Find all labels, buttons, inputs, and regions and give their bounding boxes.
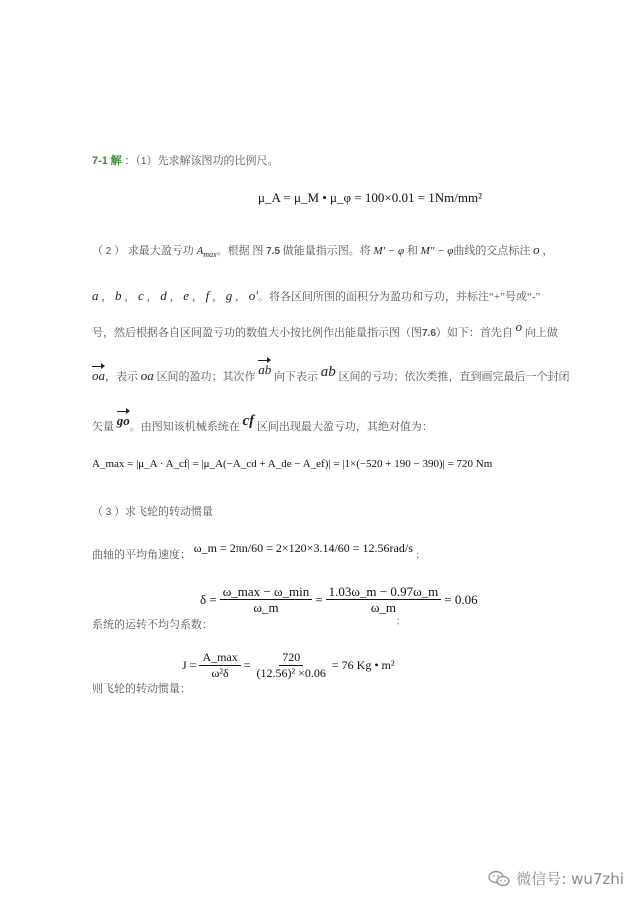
fraction: [199, 650, 240, 681]
solution-label: 解: [110, 155, 122, 167]
result: = 0.06: [444, 591, 478, 607]
text: 求最大盈亏功: [127, 245, 194, 257]
avg-speed-line: [92, 541, 425, 562]
point-label: e: [183, 288, 190, 303]
point-label: b: [115, 288, 122, 303]
punct: ：（: [124, 155, 141, 167]
symbol-cf: cf: [242, 413, 255, 429]
inertia-label: [92, 680, 191, 696]
punct: [396, 614, 405, 627]
vector-oa: oa: [92, 368, 105, 383]
avg-speed-formula: ω_m = 2πn/60 = 2×120×3.14/60 = 12.56rad/s: [193, 541, 413, 555]
lhs: δ =: [200, 591, 217, 607]
problem-number: 7-1: [92, 155, 108, 167]
fraction: [254, 650, 329, 681]
text: 。根据: [216, 245, 250, 257]
delta-label: [92, 616, 213, 632]
label: 则飞轮的转动惯量：: [92, 683, 191, 695]
text: 矢量: [92, 421, 114, 433]
section-heading-2: [92, 242, 553, 259]
denominator: ω_m: [253, 600, 279, 615]
part-text: ）先求解该图功的比例尺。: [146, 155, 279, 167]
symbol-M2: M″ − φ: [420, 245, 454, 257]
text: 向上做: [524, 327, 558, 339]
symbol-A: A: [196, 245, 204, 257]
punct: ，: [542, 245, 554, 257]
denominator: ω_m: [370, 600, 397, 615]
text: 曲线的交点标注: [453, 245, 531, 257]
formula-text: μ_A = μ_M • μ_φ = 100×0.01 = 1Nm/mm²: [258, 190, 483, 205]
numerator: 720: [279, 650, 303, 666]
text: 。由图知该机械系统在: [129, 421, 240, 433]
numerator: ω_max − ω_min: [220, 584, 313, 600]
text: 向下表示: [274, 371, 318, 383]
wechat-watermark: [488, 868, 624, 889]
inertia-formula: [182, 650, 394, 681]
point-label: a: [92, 288, 99, 303]
paragraph-line: [92, 413, 433, 435]
paragraph-line: [92, 362, 570, 385]
symbol-o: o: [515, 319, 523, 334]
equals: =: [243, 658, 251, 672]
figure-ref: 7.6: [422, 328, 436, 339]
numerator: 1.03ω_m − 0.97ω_m: [326, 584, 442, 600]
part-text: ）求飞轮的转动惯量: [114, 506, 214, 518]
text: 做能量指示图。将: [282, 245, 371, 257]
symbol-o: o: [533, 242, 540, 257]
punct: ；: [396, 616, 406, 626]
denominator: (12.56)² ×0.06: [256, 666, 326, 680]
numerator: A_max: [199, 650, 240, 666]
point-label: c: [138, 288, 144, 303]
lhs: J =: [182, 658, 197, 672]
punct: （: [92, 245, 103, 257]
label: 系统的运转不均匀系数：: [92, 619, 213, 631]
watermark-text: 微信号: wu7zhi: [516, 870, 624, 888]
vector-go: go: [116, 413, 130, 428]
max-energy-formula: [92, 458, 492, 470]
symbol-ab: ab: [320, 364, 336, 380]
text: 和: [406, 245, 418, 257]
result: = 76 Kg • m²: [331, 658, 395, 672]
formula-text: A_max = |μ_A · A_cf| = |μ_A(−A_cd + A_de − A_ef)| = |1×(−520 + 190 − 390)| = 720 Nm: [92, 458, 493, 470]
symbol-M1: M′ − φ: [373, 245, 405, 257]
part-number: 3: [105, 507, 112, 518]
punct: ；: [415, 550, 425, 560]
text: 图: [252, 245, 264, 257]
figure-ref: 7.5: [266, 246, 281, 257]
part-number: 2: [105, 246, 112, 257]
denominator: ω²δ: [211, 666, 229, 680]
text: 区间的亏功；依次类推，直到画完最后一个封闭: [338, 371, 570, 383]
section-heading-3: [92, 503, 213, 519]
vector-ab: ab: [258, 362, 272, 377]
text: ）如下：首先自: [435, 327, 513, 339]
text: 区间的盈功；其次作: [156, 371, 256, 383]
text: 号，然后根据各自区间盈亏功的数值大小按比例作出能量指示图（图: [92, 327, 422, 339]
point-label: f: [205, 288, 210, 303]
point-label: g: [225, 288, 233, 303]
fraction: [326, 584, 442, 615]
scale-formula: [258, 190, 482, 206]
paragraph-line: [92, 319, 558, 340]
punct: （: [92, 506, 103, 518]
point-label: o′: [248, 288, 259, 303]
symbol-oa: oa: [140, 368, 154, 383]
equals: =: [315, 591, 323, 607]
points-line: a ， b ， c ， d ， e ， f ， g ， o′。将各区间所围的面积分为盈功和亏功，并标注“+”号或“-”: [92, 288, 541, 303]
part-number: 1: [140, 156, 147, 167]
label: 曲轴的平均角速度：: [92, 549, 191, 561]
wechat-icon: [488, 870, 510, 888]
text: 区间出现最大盈亏功，其绝对值为：: [256, 421, 433, 433]
symbol-sub: max: [203, 250, 217, 260]
text: ，表示: [105, 371, 138, 383]
fraction: [220, 584, 313, 615]
delta-formula: [200, 584, 478, 615]
section-heading-1: [92, 152, 278, 168]
punct: ）: [114, 245, 126, 257]
point-label: d: [160, 288, 167, 303]
text: 。将各区间所围的面积分为盈功和亏功，并标注“+”号或“-”: [258, 291, 541, 303]
